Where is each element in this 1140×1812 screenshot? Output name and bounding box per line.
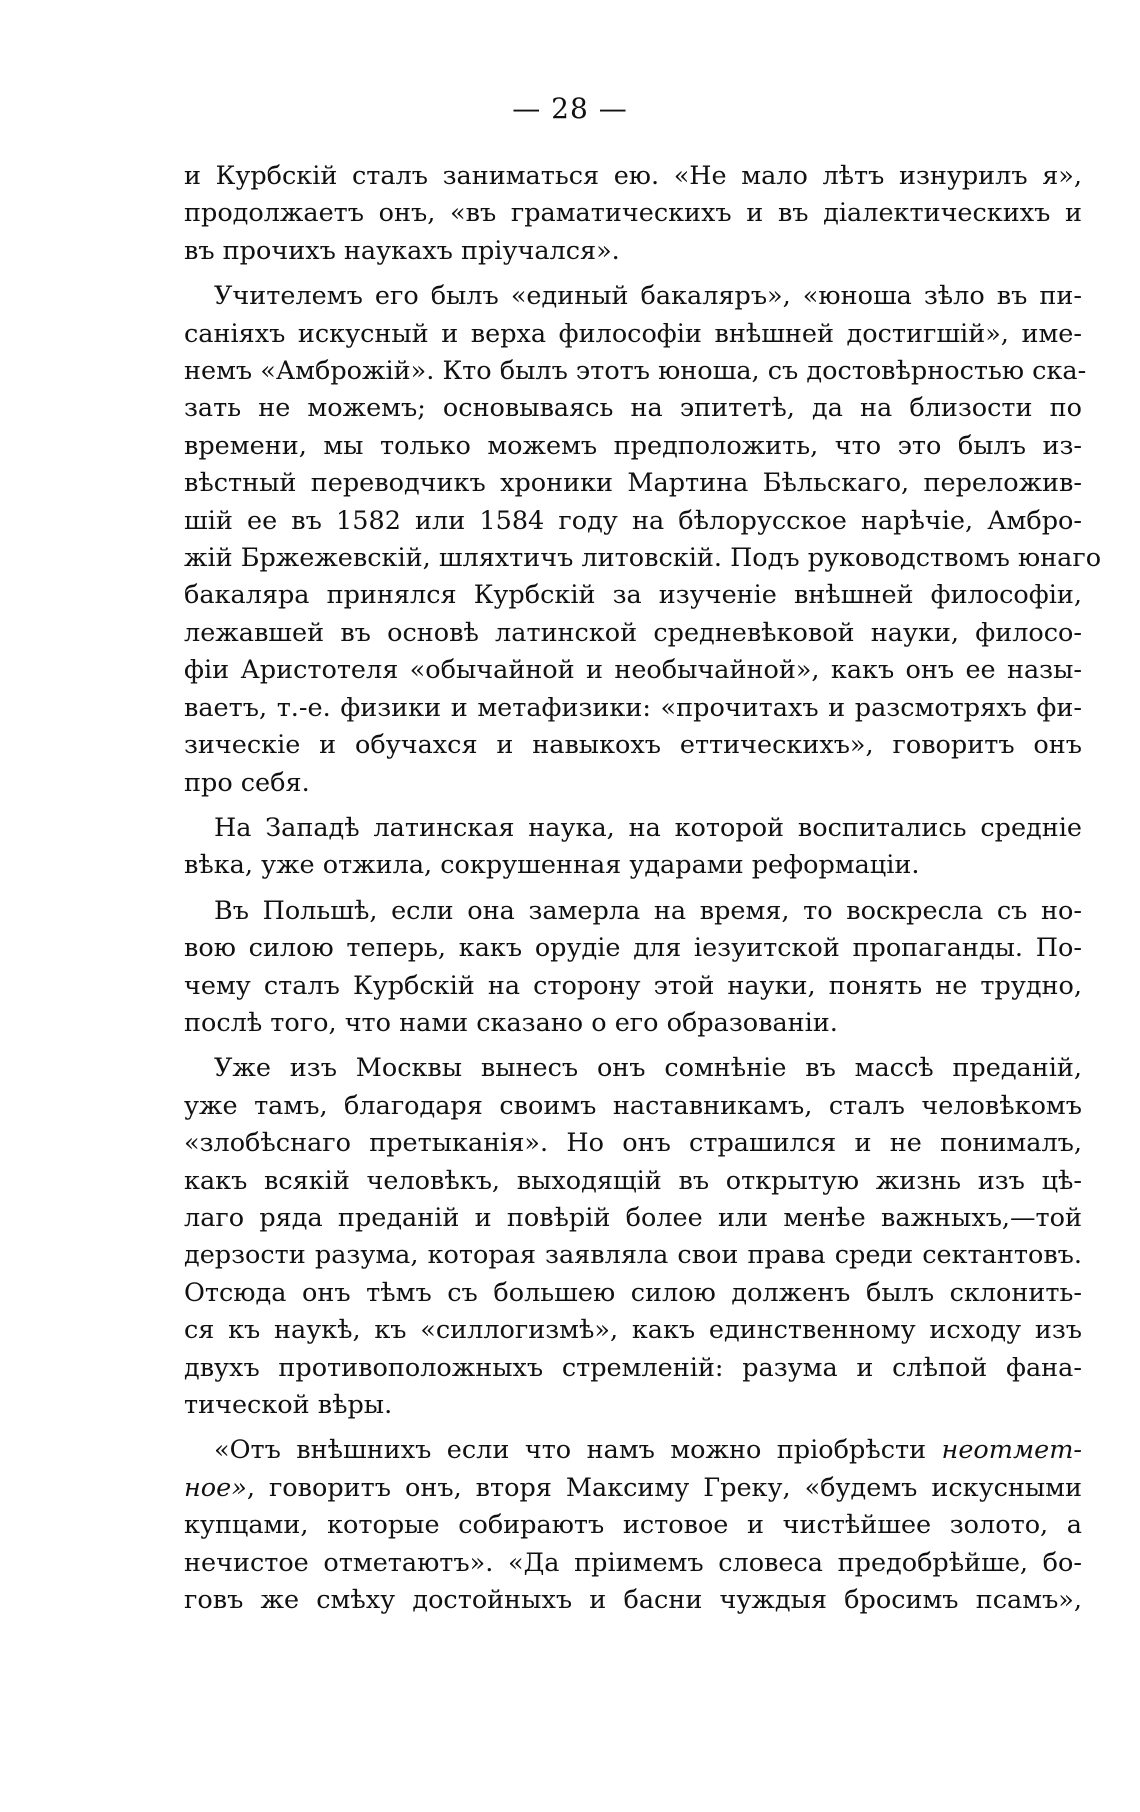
text-line: лаго ряда преданій и повѣрій более или менѣе важныхъ,—той (184, 1202, 1082, 1233)
text-line: Въ Польшѣ, если она замерла на время, то воскресла съ но- (214, 895, 1082, 926)
text-line: Отсюда онъ тѣмъ съ большею силою долженъ былъ склонить- (184, 1277, 1082, 1308)
text-line (184, 1470, 1082, 1507)
text-line: какъ всякій человѣкъ, выходящій въ открытую жизнь изъ цѣ- (184, 1165, 1082, 1196)
italic-word: ное» (184, 1472, 247, 1503)
text-segment: «Отъ внѣшнихъ если что намъ можно пріобрѣсти (214, 1435, 927, 1466)
text-line: нечистое отметаютъ». «Да пріимемъ словеса предобрѣйше, бо- (184, 1547, 1082, 1578)
text-line: «злобѣснаго претыканія». Но онъ страшился и не понималъ, (184, 1128, 1082, 1159)
text-line: купцами, которые собираютъ истовое и чистѣйшее золото, а (184, 1510, 1082, 1541)
text-line (184, 1432, 1082, 1469)
text-line: фіи Аристотеля «обычайной и необычайной», какъ онъ ее назы- (184, 655, 1082, 686)
body-text (184, 158, 1102, 1619)
text-line: дерзости разума, которая заявляла свои права среди сектантовъ. (184, 1240, 1082, 1271)
text-line: ся къ наукѣ, къ «силлогизмѣ», какъ единственному исходу изъ (184, 1315, 1082, 1346)
text-line: Учителемъ его былъ «единый бакаляръ», «юноша зѣло въ пи- (214, 281, 1082, 312)
text-line: вѣстный переводчикъ хроники Мартина Бѣльскаго, переложив- (184, 468, 1082, 499)
text-line: вѣка, уже отжила, сокрушенная ударами реформаціи. (184, 850, 920, 881)
italic-word: неотмет- (941, 1435, 1082, 1466)
page-number: — 28 — (512, 92, 628, 125)
text-line: немъ «Амброжій». Кто былъ этотъ юноша, съ достовѣрностью ска- (184, 356, 1087, 387)
text-line: Уже изъ Москвы вынесъ онъ сомнѣніе въ массѣ преданій, (214, 1053, 1082, 1084)
text-line: двухъ противоположныхъ стремленій: разума и слѣпой фана- (184, 1352, 1082, 1383)
text-line: и Курбскій сталъ заниматься ею. «Не мало лѣтъ изнурилъ я», (184, 161, 1082, 191)
text-line: чему сталъ Курбскій на сторону этой науки, понять не трудно, (184, 970, 1082, 1001)
text-line: бакаляра принялся Курбскій за изученіе внѣшней философіи, (184, 580, 1082, 611)
text-line: вою силою теперь, какъ орудіе для іезуитской пропаганды. По- (184, 933, 1082, 964)
text-line: въ прочихъ наукахъ пріучался». (184, 235, 620, 266)
text-line: На Западѣ латинская наука, на которой воспитались средніе (214, 812, 1082, 843)
text-line: послѣ того, что нами сказано о его образованіи. (184, 1007, 838, 1038)
text-line: зическіе и обучахся и навыкохъ еттическихъ», говоритъ онъ (184, 730, 1082, 761)
text-line: зать не можемъ; основываясь на эпитетѣ, да на близости по (184, 393, 1082, 424)
text-line: про себя. (184, 767, 310, 798)
text-line: тической вѣры. (184, 1390, 393, 1420)
text-line: жій Бржежевскій, шляхтичъ литовскій. Подъ руководствомъ юнаго (184, 543, 1102, 574)
text-line: ваетъ, т.-е. физики и метафизики: «прочитахъ и разсмотряхъ фи- (184, 692, 1082, 723)
text-line: лежавшей въ основѣ латинской средневѣковой науки, филосо- (184, 617, 1082, 648)
text-line: продолжаетъ онъ, «въ граматическихъ и въ діалектическихъ и (184, 198, 1082, 229)
text-line: саніяхъ искусный и верха философіи внѣшней достигшій», име- (184, 318, 1082, 349)
text-segment: , говоритъ онъ, вторя Максиму Греку, «будемъ искусными (246, 1472, 1082, 1503)
text-line: говъ же смѣху достойныхъ и басни чуждыя бросимъ псамъ», (184, 1585, 1082, 1616)
text-line: шій ее въ 1582 или 1584 году на бѣлорусское нарѣчіе, Амбро- (184, 505, 1082, 536)
text-line: времени, мы только можемъ предположить, что это былъ из- (184, 430, 1082, 461)
text-line: уже тамъ, благодаря своимъ наставникамъ, сталъ человѣкомъ (184, 1090, 1082, 1121)
